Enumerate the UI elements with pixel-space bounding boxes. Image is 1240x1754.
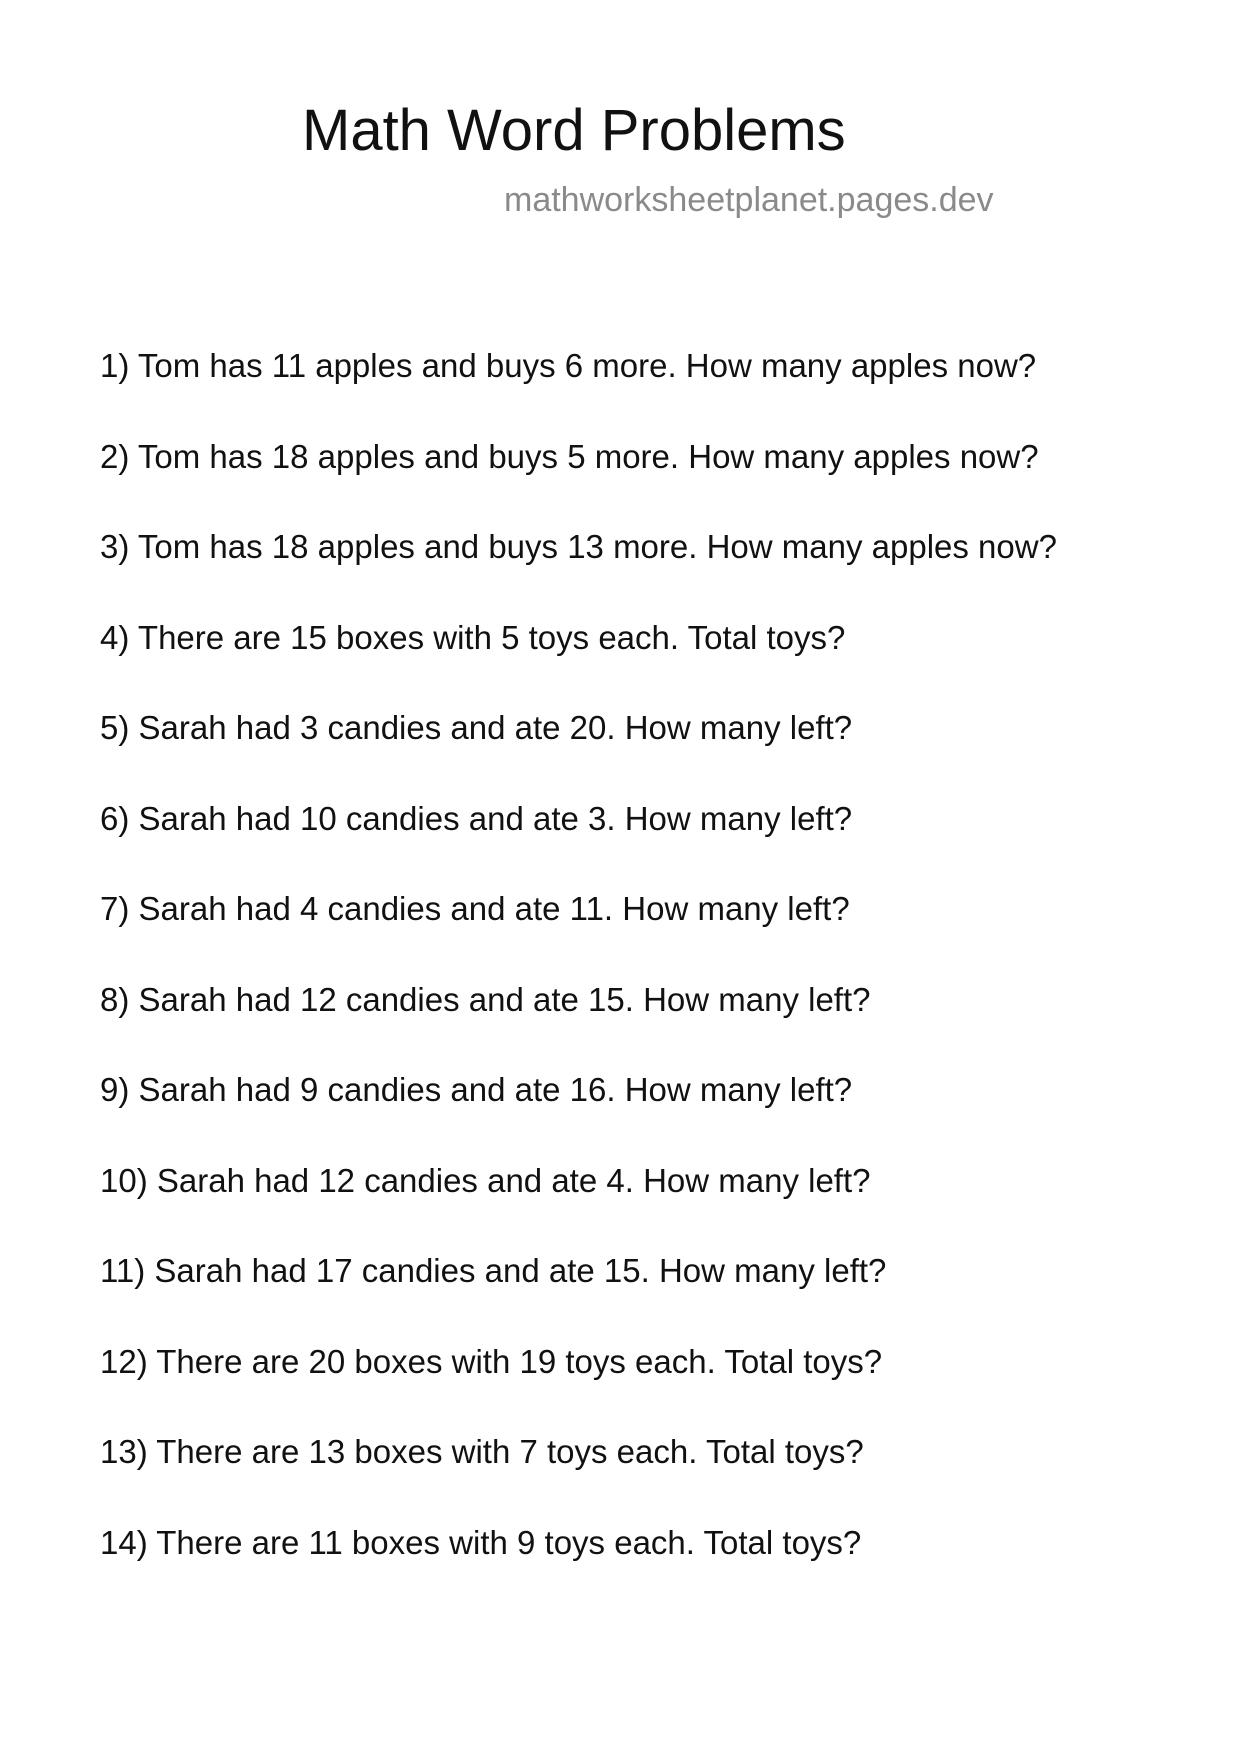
problem-item: 10) Sarah had 12 candies and ate 4. How many left? [100, 1161, 871, 1199]
problem-item: 7) Sarah had 4 candies and ate 11. How many left? [100, 890, 850, 927]
problem-item: 9) Sarah had 9 candies and ate 16. How many left? [100, 1071, 853, 1108]
problem-item: 12) There are 20 boxes with 19 toys each. Total toys? [100, 1342, 883, 1380]
problem-item: 2) Tom has 18 apples and buys 5 more. How many apples now? [100, 437, 1039, 475]
problem-item: 5) Sarah had 3 candies and ate 20. How many left? [100, 709, 853, 746]
page-title: Math Word Problems [302, 98, 846, 163]
problem-item: 4) There are 15 boxes with 5 toys each. Total toys? [100, 618, 846, 656]
problem-item: 14) There are 11 boxes with 9 toys each. Total toys? [100, 1523, 862, 1561]
problem-item: 1) Tom has 11 apples and buys 6 more. How many apples now? [100, 347, 1037, 384]
problem-list [100, 346, 1057, 1613]
problem-item: 8) Sarah had 12 candies and ate 15. How many left? [100, 980, 871, 1018]
problem-item: 13) There are 13 boxes with 7 toys each. Total toys? [100, 1433, 864, 1470]
problem-item: 6) Sarah had 10 candies and ate 3. How many left? [100, 799, 853, 837]
site-url: mathworksheetplanet.pages.dev [504, 181, 994, 219]
problem-item: 11) Sarah had 17 candies and ate 15. How many left? [100, 1252, 887, 1289]
problem-item: 3) Tom has 18 apples and buys 13 more. How many apples now? [100, 528, 1057, 565]
